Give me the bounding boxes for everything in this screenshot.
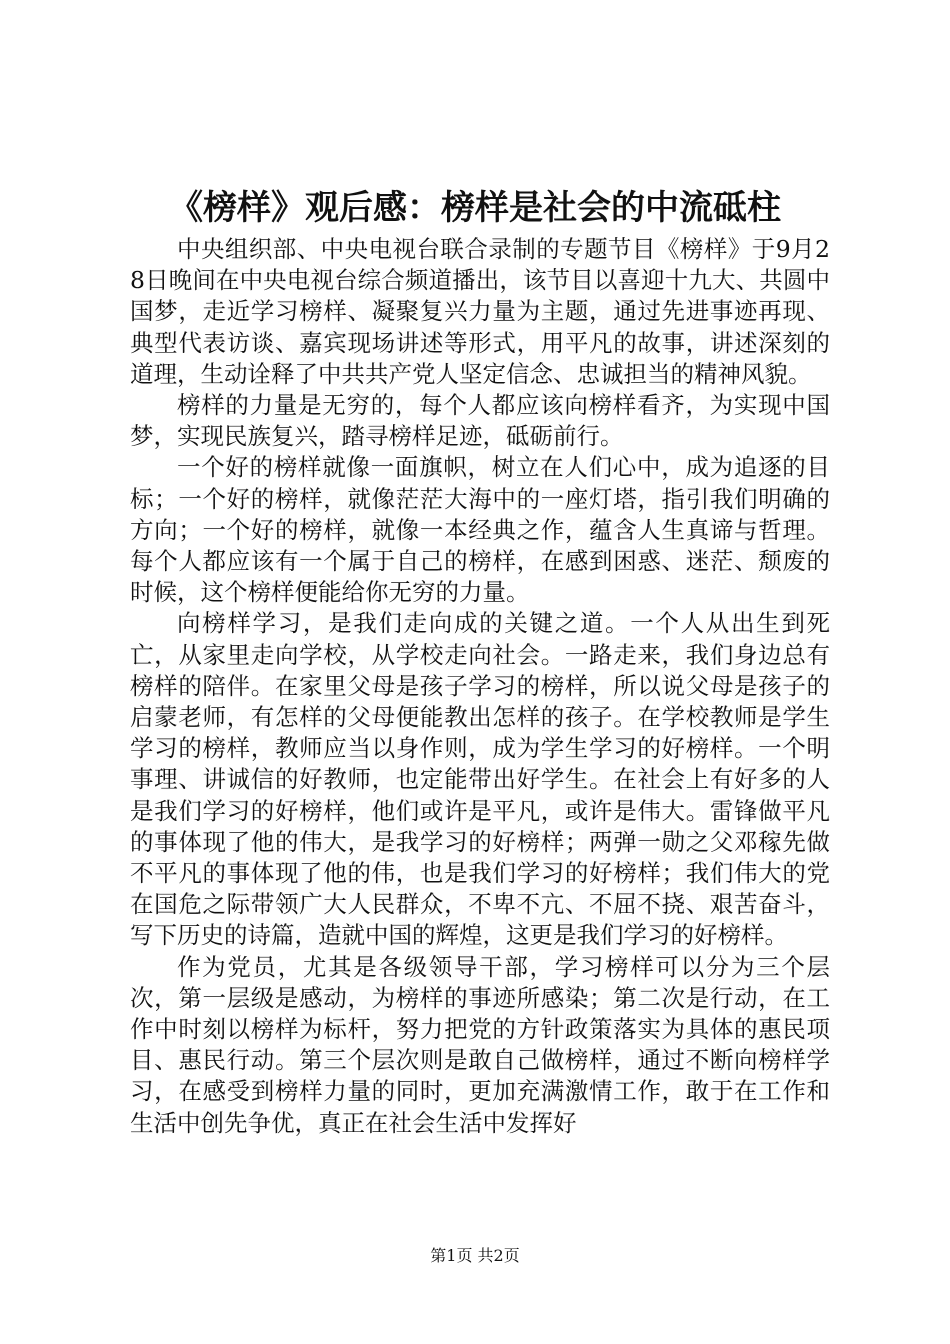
paragraph: 作为党员，尤其是各级领导干部，学习榜样可以分为三个层次，第一层级是感动，为榜样的事迹所感染；第二次是行动，在工作中时刻以榜样为标杆，努力把党的方针政策落实为具体的惠民项目、惠民行动。第三个层次则是敢自己做榜样，通过不断向榜样学习，在感受到榜样力量的同时，更加充满激情工作，敢于在工作和生活中创先争优，真正在社会生活中发挥好 <box>130 952 830 1137</box>
page-footer: 第1页 共2页 <box>430 1246 520 1265</box>
paragraph: 中央组织部、中央电视台联合录制的专题节目《榜样》于9月28日晚间在中央电视台综合频道播出，该节目以喜迎十九大、共圆中国梦，走近学习榜样、凝聚复兴力量为主题，通过先进事迹再现、典型代表访谈、嘉宾现场讲述等形式，用平凡的故事，讲述深刻的道理，生动诠释了中共共产党人坚定信念、忠诚担当的精神风貌。 <box>130 235 830 388</box>
paragraph: 一个好的榜样就像一面旗帜，树立在人们心中，成为追逐的目标；一个好的榜样，就像茫茫大海中的一座灯塔，指引我们明确的方向；一个好的榜样，就像一本经典之作，蕴含人生真谛与哲理。每个人都应该有一个属于自己的榜样，在感到困惑、迷茫、颓废的时候，这个榜样便能给你无穷的力量。 <box>130 453 830 607</box>
paragraph: 向榜样学习，是我们走向成的关键之道。一个人从出生到死亡，从家里走向学校，从学校走向社会。一路走来，我们身边总有榜样的陪伴。在家里父母是孩子学习的榜样，所以说父母是孩子的启蒙老师，有怎样的父母便能教出怎样的孩子。在学校教师是学生学习的榜样，教师应当以身作则，成为学生学习的好榜样。一个明事理、讲诚信的好教师，也定能带出好学生。在社会上有好多的人是我们学习的好榜样，他们或许是平凡，或许是伟大。雷锋做平凡的事体现了他的伟大，是我学习的好榜样；两弹一勋之父邓稼先做不平凡的事体现了他的伟，也是我们学习的好榜样；我们伟大的党在国危之际带领广大人民群众，不卑不亢、不屈不挠、艰苦奋斗，写下历史的诗篇，造就中国的辉煌，这更是我们学习的好榜样。 <box>130 609 830 950</box>
document-body <box>130 234 830 1139</box>
paragraph: 榜样的力量是无穷的，每个人都应该向榜样看齐，为实现中国梦，实现民族复兴，踏寻榜样足迹，砥砺前行。 <box>130 391 830 451</box>
document-title: 《榜样》观后感：榜样是社会的中流砥柱 <box>169 188 781 228</box>
